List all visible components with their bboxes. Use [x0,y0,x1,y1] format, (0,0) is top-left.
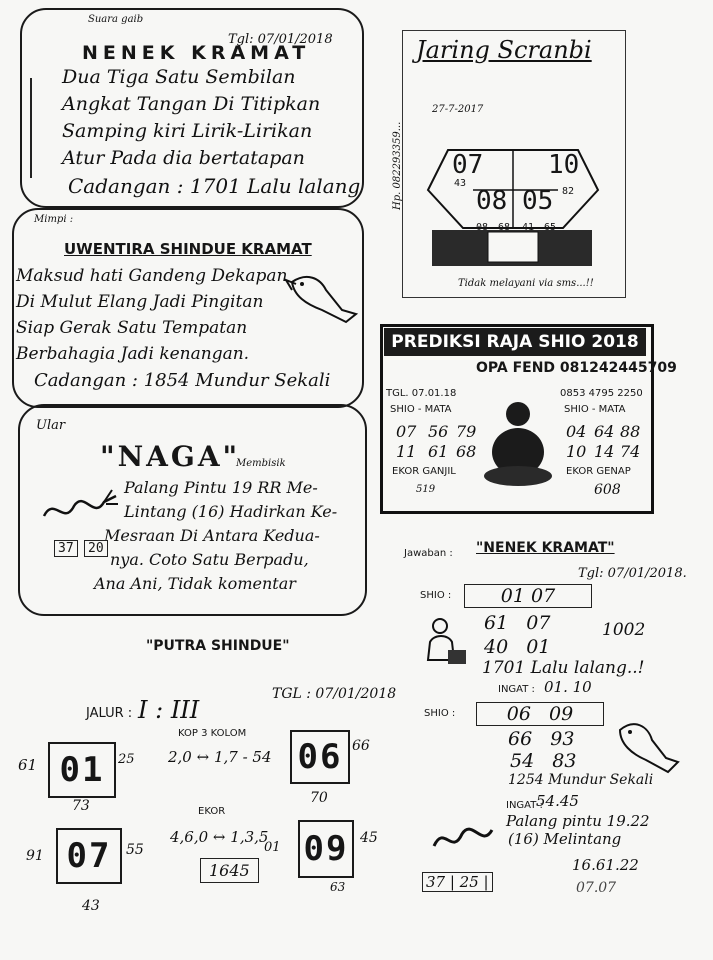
buddha-icon [480,396,556,488]
naga-sub: Membisik [236,458,286,469]
raja-title: PREDIKSI RAJA SHIO 2018 [384,328,646,356]
raja-right-4: 10 [566,442,587,461]
raja-right-1: 04 [566,422,587,441]
kop-label: KOP 3 KOLOM [178,728,247,739]
jawaban-row2-2: 54 83 [510,750,577,772]
box4-down: 63 [330,880,346,894]
jaring-hp: Hp. 082293359... [392,121,403,210]
raja-left-2: 56 [428,422,449,441]
mimpi-line-5: Cadangan : 1854 Mundur Sekali [34,370,331,391]
jawaban-side1: 1002 [602,620,646,640]
jawaban-tgl: Tgl: 07/01/2018. [578,566,687,581]
bird-right-icon [608,716,682,780]
jalur-label: JALUR : [86,706,133,721]
box3-down: 43 [82,898,100,914]
mimpi-line-3: Siap Gerak Satu Tempatan [16,318,248,338]
jawaban-shio-vals: 01 07 [464,584,592,608]
raja-left-5: 61 [428,442,449,461]
raja-tgl: TGL. 07.01.18 [386,388,457,399]
box1-left: 61 [18,756,38,774]
nenek-header: Suara gaib [88,14,144,25]
jaring-cell-3: 08 [476,186,508,216]
jawaban-palang: Palang pintu 19.22 [506,812,650,830]
naga-num-2: 20 [84,540,108,557]
nenek-line-1: Dua Tiga Satu Sembilan [62,66,296,88]
jaring-cell-1: 07 [452,150,484,180]
dragon-right-icon [430,816,500,862]
raja-right-6: 74 [620,442,641,461]
jawaban-bottom-left: 37 | 25 | [422,872,493,892]
jaring-cell-9: 41 [522,222,535,233]
jaring-cell-2: 10 [548,150,580,180]
jawaban-title: "NENEK KRAMAT" [476,540,615,556]
nenek-line-5: Cadangan : 1701 Lalu lalang [68,174,361,198]
jawaban-row2-3: 1254 Mundur Sekali [508,772,654,788]
ekor-label: EKOR [198,806,226,817]
dragon-icon [40,486,120,536]
putra-box-3: 07 [56,828,122,884]
jaring-cell-5: 43 [454,178,467,189]
nenek-line-2: Angkat Tangan Di Titipkan [62,93,321,115]
naga-line-2: Lintang (16) Hadirkan Ke- [124,502,338,521]
box4-left: 01 [264,840,281,855]
jawaban-row1-1: 61 07 [484,612,551,634]
jaring-title: Jaring Scranbi [416,36,592,64]
raja-left-3: 79 [456,422,477,441]
jaring-cell-4: 05 [522,186,554,216]
jawaban-bottom-right: 16.61.22 [572,856,639,874]
box2-right: 66 [352,738,370,754]
naga-label: Ular [36,418,66,433]
jawaban-row1-3: 1701 Lalu lalang..! [482,658,645,678]
naga-line-1: Palang Pintu 19 RR Me- [124,478,318,497]
jaring-date: 27-7-2017 [432,104,484,115]
naga-num-1: 37 [54,540,78,557]
jaring-cell-10: 65 [544,222,557,233]
ekor-val: 4,6,0 ↔ 1,3,5 [170,828,269,846]
raja-right-5: 14 [594,442,615,461]
jawaban-ingat1-val: 01. 10 [544,678,592,696]
raja-right-3: 88 [620,422,641,441]
jawaban-ingat2-val: 54.45 [536,792,579,810]
jaring-cell-8: 68 [498,222,511,233]
jawaban-ingat1-label: INGAT : [498,684,535,695]
mimpi-line-4: Berbahagia Jadi kenangan. [16,344,250,364]
raja-left-4: 11 [396,442,417,461]
jaring-footer: Tidak melayani via sms...!! [458,278,594,289]
putra-tgl: TGL : 07/01/2018 [272,686,397,702]
jawaban-melintang: (16) Melintang [508,830,622,848]
raja-left-6: 68 [456,442,477,461]
box2-down: 70 [310,790,328,806]
raja-ekor-right-label: EKOR GENAP [566,466,631,477]
nenek-date: Tgl: 07/01/2018 [228,32,333,47]
mimpi-line-2: Di Mulut Elang Jadi Pingitan [16,292,264,312]
jalur-val: I : III [138,696,200,724]
raja-ekor-left-label: EKOR GANJIL [392,466,456,477]
nenek-line-3: Samping kiri Lirik-Lirikan [62,120,313,142]
box3-right: 55 [126,842,144,858]
box4-right: 45 [360,830,378,846]
jaring-diagram [418,110,608,270]
box3-left: 91 [26,848,44,864]
raja-opa: OPA FEND 081242445709 [476,360,677,376]
raja-left-1: 07 [396,422,417,441]
jawaban-row1-2: 40 01 [484,636,551,658]
person-icon [424,616,472,672]
ekor-box: 1645 [200,858,259,883]
raja-shio-right: SHIO - MATA [564,404,626,415]
putra-title: "PUTRA SHINDUE" [146,638,290,654]
nenek-side-mark [30,78,52,178]
jawaban-shio-label: SHIO : [420,590,452,601]
naga-line-3: Mesraan Di Antara Kedua- [104,526,320,545]
nenek-title: NENEK KRAMAT [82,42,311,64]
box1-down: 73 [72,798,90,814]
jawaban-shio2-label: SHIO : [424,708,456,719]
jaring-cell-6: 82 [562,186,575,197]
jawaban-bottom-right2: 07.07 [576,880,617,896]
box1-right: 25 [118,752,135,767]
jawaban-row2-1: 66 93 [508,728,575,750]
jawaban-shio2-vals: 06 09 [476,702,604,726]
raja-ekor-left-val: 519 [416,484,436,495]
raja-alt-phone: 0853 4795 2250 [560,388,643,399]
naga-line-5: Ana Ani, Tidak komentar [94,574,296,593]
mimpi-line-1: Maksud hati Gandeng Dekapan [16,266,288,286]
raja-ekor-right-val: 608 [594,482,621,498]
naga-line-4: nya. Coto Satu Berpadu, [110,550,309,569]
putra-box-1: 01 [48,742,116,798]
kop-val: 2,0 ↔ 1,7 - 54 [168,748,272,766]
mimpi-label: Mimpi : [34,214,74,225]
bird-icon [282,270,360,330]
jawaban-label: Jawaban : [404,548,453,559]
raja-shio-left: SHIO - MATA [390,404,452,415]
jaring-cell-7: 08 [476,222,489,233]
putra-box-4: 09 [298,820,354,878]
putra-box-2: 06 [290,730,350,784]
jawaban-ingat2-label: INGAT : [506,800,543,811]
naga-title: "NAGA" [100,440,241,473]
mimpi-title: UWENTIRA SHINDUE KRAMAT [64,240,312,258]
nenek-line-4: Atur Pada dia bertatapan [62,147,305,169]
raja-right-2: 64 [594,422,615,441]
